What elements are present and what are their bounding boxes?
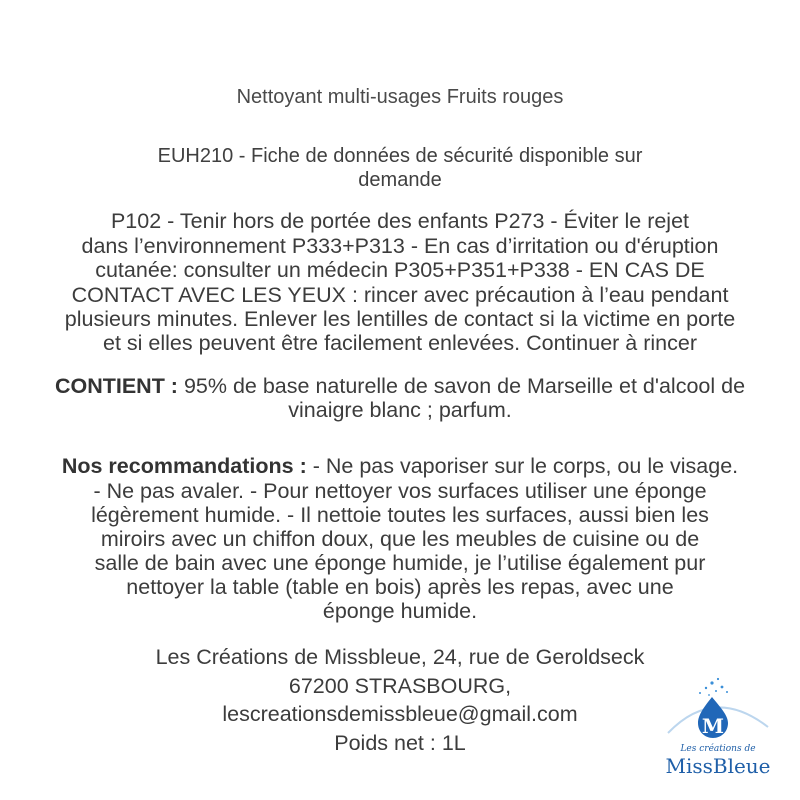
- euh-line: EUH210 - Fiche de données de sécurité disponible sur: [157, 145, 643, 167]
- recommendation-text: - Ne pas vaporiser sur le corps, ou le visage.: [306, 454, 739, 478]
- net-weight: Poids net : 1L: [334, 731, 466, 755]
- logo-name-text: MissBleue: [665, 754, 771, 778]
- recommendations-label: Nos recommandations :: [61, 454, 307, 478]
- email-address: lescreationsdemissbleue@gmail.com: [222, 702, 578, 726]
- recommendation-line: [0, 454, 800, 478]
- company-address: Les Créations de Missbleue, 24, rue de Geroldseck: [155, 645, 645, 669]
- euh-line: demande: [358, 169, 442, 191]
- precaution-line: plusieurs minutes. Enlever les lentilles de contact si la victime en porte: [64, 307, 736, 331]
- missbleue-logo: [660, 675, 776, 779]
- product-title: Nettoyant multi-usages Fruits rouges: [236, 86, 564, 108]
- contents-text: 95% de base naturelle de savon de Marseille et d'alcool de: [177, 374, 746, 398]
- contents-line: vinaigre blanc ; parfum.: [288, 398, 512, 422]
- precaution-line: CONTACT AVEC LES YEUX : rincer avec précaution à l’eau pendant: [71, 283, 729, 307]
- contents-label: CONTIENT :: [54, 374, 178, 398]
- logo-script-text: Les créations de: [680, 744, 756, 754]
- recommendation-line: - Ne pas avaler. - Pour nettoyer vos surfaces utiliser une éponge: [93, 479, 707, 503]
- city-line: 67200 STRASBOURG,: [288, 674, 512, 698]
- precaution-line: et si elles peuvent être facilement enlevées. Continuer à rincer: [103, 331, 697, 355]
- recommendation-line: éponge humide.: [322, 599, 478, 623]
- recommendation-line: nettoyer la table (table en bois) après les repas, avec une: [126, 575, 674, 599]
- precaution-line: cutanée: consulter un médecin P305+P351+P338 - EN CAS DE: [95, 258, 705, 282]
- precaution-line: dans l’environnement P333+P313 - En cas d’irritation ou d'éruption: [81, 234, 719, 258]
- contents-line: [0, 374, 800, 398]
- sparkle-icon: [699, 678, 728, 696]
- recommendation-line: légèrement humide. - Il nettoie toutes les surfaces, aussi bien les: [91, 503, 709, 527]
- droplet-letter: M: [701, 714, 725, 738]
- recommendation-line: salle de bain avec une éponge humide, je l’utilise également pur: [94, 551, 706, 575]
- precaution-line: P102 - Tenir hors de portée des enfants P273 - Éviter le rejet: [110, 209, 690, 233]
- recommendation-line: miroirs avec un chiffon doux, que les meubles de cuisine ou de: [100, 527, 700, 551]
